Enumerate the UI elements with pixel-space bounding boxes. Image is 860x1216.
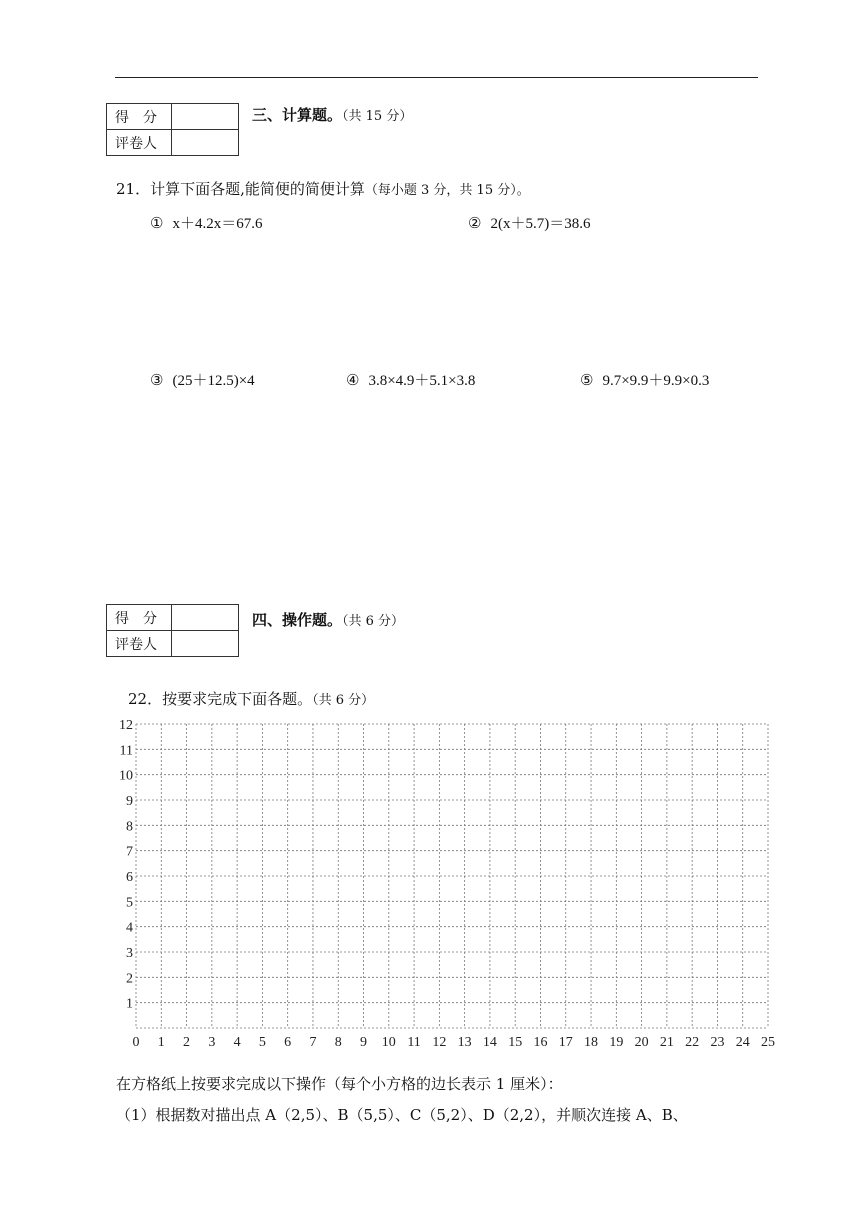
x-tick-label: 20 (634, 1035, 649, 1050)
x-tick-label: 13 (457, 1035, 472, 1050)
x-tick-label: 16 (533, 1035, 548, 1050)
y-tick-label: 2 (126, 971, 133, 987)
x-tick-label: 11 (407, 1035, 421, 1050)
y-tick-label: 10 (119, 768, 133, 784)
q21-number: 21． (116, 180, 151, 198)
x-tick-label: 23 (710, 1035, 725, 1050)
x-tick-label: 9 (360, 1035, 368, 1050)
y-tick-label: 4 (126, 920, 133, 936)
section3-points: （共 15 分） (342, 109, 413, 124)
x-tick-label: 12 (432, 1035, 447, 1050)
instruction-line-1: 在方格纸上按要求完成以下操作（每个小方格的边长表示 1 厘米）： (116, 1075, 563, 1093)
x-tick-label: 0 (132, 1035, 140, 1050)
y-tick-label: 12 (119, 718, 133, 733)
item-expression: 2(x＋5.7)＝38.6 (490, 216, 591, 232)
item-expression: x＋4.2x＝67.6 (172, 216, 263, 232)
q21-text: 计算下面各题,能简便的简便计算 (150, 180, 365, 198)
item-expression: 9.7×9.9＋9.9×0.3 (602, 373, 710, 389)
x-tick-label: 10 (381, 1035, 396, 1050)
x-tick-label: 6 (284, 1035, 292, 1050)
y-tick-label: 1 (126, 996, 133, 1012)
q22-number: 22． (128, 690, 163, 708)
x-tick-label: 17 (558, 1035, 573, 1050)
x-tick-label: 5 (258, 1035, 266, 1050)
x-tick-label: 8 (334, 1035, 342, 1050)
y-tick-label: 11 (119, 743, 133, 759)
x-tick-label: 19 (609, 1035, 624, 1050)
section4-points: （共 6 分） (342, 614, 405, 629)
item-number: ④ (346, 373, 360, 389)
x-tick-label: 2 (183, 1035, 191, 1050)
x-axis-labels (133, 1035, 776, 1050)
q22-note: （共 6 分） (312, 693, 375, 708)
grader-label: 评卷人 (107, 631, 172, 657)
x-tick-label: 15 (508, 1035, 523, 1050)
x-tick-label: 7 (309, 1035, 317, 1050)
x-tick-label: 18 (584, 1035, 599, 1050)
x-tick-label: 3 (208, 1035, 216, 1050)
item-number: ⑤ (580, 373, 594, 389)
item-expression: (25＋12.5)×4 (172, 373, 255, 389)
item-number: ① (150, 216, 164, 232)
q21-note: （每小题 3 分，共 15 分）。 (364, 183, 530, 198)
y-axis-labels (119, 718, 133, 1012)
x-tick-label: 22 (685, 1035, 700, 1050)
y-tick-label: 8 (126, 819, 133, 835)
y-tick-label: 5 (126, 895, 133, 911)
y-tick-label: 9 (126, 794, 133, 809)
score-label: 得 分 (107, 104, 172, 130)
y-tick-label: 6 (126, 870, 133, 885)
x-tick-label: 21 (659, 1035, 674, 1050)
grader-label: 评卷人 (107, 130, 172, 156)
item-number: ② (468, 216, 482, 232)
x-tick-label: 14 (482, 1035, 497, 1050)
section4-title: 四、操作题。 (252, 611, 343, 629)
item-number: ③ (150, 373, 164, 389)
grid-lines (136, 724, 768, 1028)
section3-title: 三、计算题。 (252, 106, 343, 124)
item-expression: 3.8×4.9＋5.1×3.8 (368, 373, 476, 389)
y-tick-label: 7 (126, 844, 133, 860)
instruction-line-2: （1）根据数对描出点 A（2,5）、B（5,5）、C（5,2）、D（2,2），并顺次连接 A、B、 (116, 1106, 688, 1124)
y-tick-label: 3 (126, 946, 133, 961)
x-tick-label: 24 (735, 1035, 750, 1050)
x-tick-label: 4 (233, 1035, 241, 1050)
q22-text: 按要求完成下面各题。 (162, 690, 313, 708)
x-tick-label: 1 (157, 1035, 165, 1050)
score-label: 得 分 (107, 605, 172, 631)
x-tick-label: 25 (761, 1035, 775, 1050)
